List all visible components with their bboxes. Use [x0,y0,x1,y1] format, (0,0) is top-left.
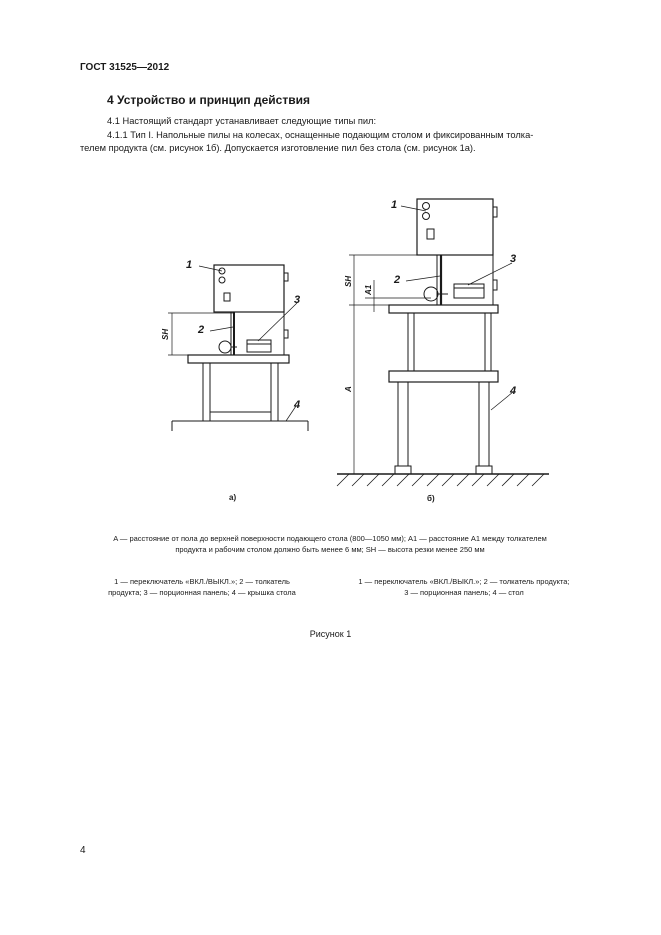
legend-b [350,576,578,598]
dim-a1-b: A1 [364,284,373,295]
label-2-b: 2 [394,274,401,286]
label-3-a: 3 [294,294,301,306]
legend-a-line-1: 1 — переключатель «ВКЛ./ВЫКЛ.»; 2 — толкатель [114,577,290,586]
legend-a-line-2: продукта; 3 — порционная панель; 4 — крышка стола [108,588,296,597]
label-3-b: 3 [510,253,517,265]
paragraph-4-1-1-cont: телем продукта (см. рисунок 1б). Допускается изготовление пил без стола (см. рисунок 1а). [80,143,476,153]
caption-line-1: A — расстояние от пола до верхней поверхности подающего стола (800—1050 мм); A1 — расстояние A1 между толкателем [113,534,547,543]
dim-sh-a: SH [161,328,170,340]
legend-a [80,576,324,598]
figure-caption [80,533,580,555]
figure-title: Рисунок 1 [309,629,352,639]
paragraph-4-1-1: 4.1.1 Тип I. Напольные пилы на колесах, оснащенные подающим столом и фиксированным толка- [107,130,534,140]
figure-1-drawing [150,190,570,510]
legend-b-line-2: 3 — порционная панель; 4 — стол [404,588,524,597]
label-4-b: 4 [510,385,517,397]
saw-drawing-a [168,265,308,431]
section-title: 4 Устройство и принцип действия [107,93,310,107]
label-1-b: 1 [391,199,398,211]
legend-b-line-1: 1 — переключатель «ВКЛ./ВЫКЛ.»; 2 — толкатель продукта; [358,577,570,586]
subfigure-label-a: а) [229,493,237,502]
subfigure-label-b: б) [427,494,435,503]
saw-drawing-b [337,199,549,486]
label-1-a: 1 [186,259,193,271]
document-header: ГОСТ 31525—2012 [80,62,170,73]
paragraph-4-1: 4.1 Настоящий стандарт устанавливает следующие типы пил: [107,116,377,126]
label-2-a: 2 [198,324,205,336]
page-number: 4 [80,845,86,856]
dim-a-b: A [344,386,353,392]
dim-sh-b: SH [344,275,353,287]
label-4-a: 4 [294,399,301,411]
caption-line-2: продукта и рабочим столом должно быть менее 6 мм; SH — высота резки менее 250 мм [175,545,485,554]
